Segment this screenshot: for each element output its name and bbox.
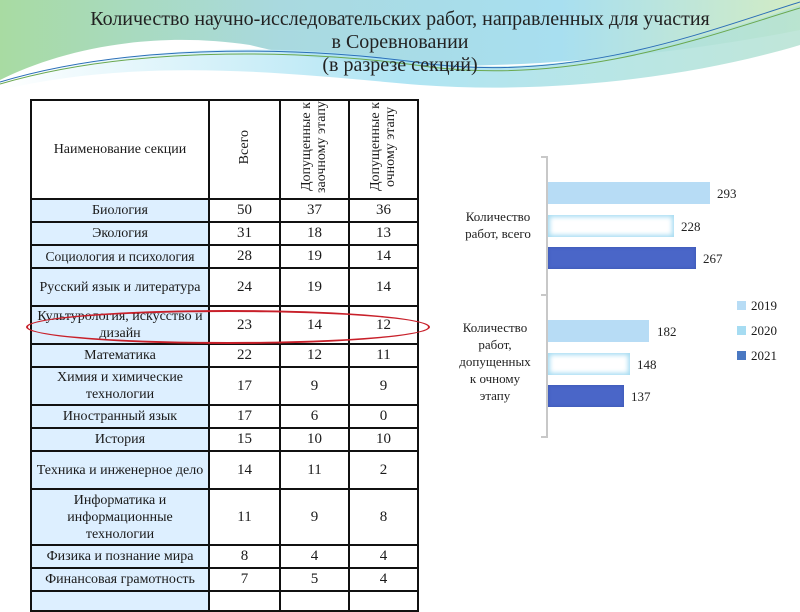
- category-label-line: к очному: [469, 371, 521, 386]
- cell-total: 23: [209, 306, 280, 344]
- cell-section: Экология: [31, 222, 209, 245]
- value-label: 182: [657, 324, 677, 339]
- cell-correspondence: 9: [280, 367, 349, 405]
- legend-item-2021: [737, 343, 777, 368]
- header-inperson: Допущенные к очному этапу: [349, 100, 418, 199]
- table-row: [31, 268, 418, 306]
- table-row: [31, 489, 418, 545]
- cell-section: Информатика и информационные технологии: [31, 489, 209, 545]
- cell-inperson: 0: [349, 405, 418, 428]
- category-label-line: работ,: [478, 337, 512, 352]
- cell-correspondence: 6: [280, 405, 349, 428]
- value-label: 293: [717, 186, 737, 201]
- table-row: [31, 451, 418, 489]
- cell-section: Физика и познание мира: [31, 545, 209, 568]
- category-label-line: работ, всего: [465, 226, 531, 241]
- cell-inperson: 11: [349, 344, 418, 367]
- cell-section: Русский язык и литература: [31, 268, 209, 306]
- cell-correspondence: 10: [280, 428, 349, 451]
- cell-empty: [209, 591, 280, 611]
- cell-inperson: 4: [349, 545, 418, 568]
- bar-inperson-2019: [548, 320, 649, 342]
- cell-section: Биология: [31, 199, 209, 222]
- category-label-line: Количество: [465, 209, 531, 224]
- bar-total-2019: [548, 182, 710, 204]
- cell-correspondence: 4: [280, 545, 349, 568]
- cell-correspondence: 18: [280, 222, 349, 245]
- cell-empty: [280, 591, 349, 611]
- category-label-inperson: [445, 319, 545, 404]
- cell-inperson: 13: [349, 222, 418, 245]
- legend-swatch: [737, 301, 746, 310]
- legend-swatch: [737, 351, 746, 360]
- cell-section: Математика: [31, 344, 209, 367]
- axis-tick: [541, 294, 548, 296]
- value-label: 228: [681, 219, 701, 234]
- legend-label: 2021: [751, 347, 777, 363]
- cell-section: Культурология, искусство и дизайн: [31, 306, 209, 344]
- legend-item-2019: [737, 293, 777, 318]
- table-row: [31, 428, 418, 451]
- slide-title: [40, 8, 760, 77]
- legend-label: 2020: [751, 322, 777, 338]
- table-row: [31, 344, 418, 367]
- cell-inperson: 36: [349, 199, 418, 222]
- category-label-line: Количество: [462, 320, 528, 335]
- cell-total: 8: [209, 545, 280, 568]
- cell-inperson: 14: [349, 245, 418, 268]
- cell-total: 28: [209, 245, 280, 268]
- cell-inperson: 2: [349, 451, 418, 489]
- cell-section: История: [31, 428, 209, 451]
- cell-correspondence: 11: [280, 451, 349, 489]
- cell-inperson: 10: [349, 428, 418, 451]
- cell-correspondence: 19: [280, 268, 349, 306]
- cell-total: 11: [209, 489, 280, 545]
- axis-tick: [541, 436, 548, 438]
- cell-total: 15: [209, 428, 280, 451]
- cell-correspondence: 12: [280, 344, 349, 367]
- category-label-line: допущенных: [459, 354, 531, 369]
- cell-inperson: 4: [349, 568, 418, 591]
- cell-total: 22: [209, 344, 280, 367]
- sections-table-container: [30, 99, 419, 612]
- legend-swatch: [737, 326, 746, 335]
- cell-section: Техника и инженерное дело: [31, 451, 209, 489]
- cell-section: Социология и психология: [31, 245, 209, 268]
- category-label-line: этапу: [479, 388, 511, 403]
- cell-section: Финансовая грамотность: [31, 568, 209, 591]
- bar-inperson-2021: [548, 385, 624, 407]
- cell-total: 50: [209, 199, 280, 222]
- category-label-total: [448, 208, 548, 242]
- cell-total: 24: [209, 268, 280, 306]
- legend-item-2020: [737, 318, 777, 343]
- table-row: [31, 245, 418, 268]
- bar-total-2020: [548, 215, 674, 237]
- table-row-highlighted: [31, 306, 418, 344]
- cell-inperson: 9: [349, 367, 418, 405]
- value-label: 137: [631, 389, 651, 404]
- chart-legend: [737, 293, 777, 368]
- value-label: 148: [637, 357, 657, 372]
- table-row: [31, 568, 418, 591]
- cell-section-empty: [31, 591, 209, 611]
- table-row: [31, 222, 418, 245]
- header-correspondence: Допущенные к заочному этапу: [280, 100, 349, 199]
- cell-section: Химия и химические технологии: [31, 367, 209, 405]
- cell-total: 14: [209, 451, 280, 489]
- cell-correspondence: 5: [280, 568, 349, 591]
- table-row: [31, 545, 418, 568]
- table-row: [31, 405, 418, 428]
- header-section-name: Наименование секции: [31, 100, 209, 199]
- header-total: Всего: [209, 100, 280, 199]
- cell-total: 31: [209, 222, 280, 245]
- title-line-2: в Соревновании: [331, 31, 469, 53]
- table-row: [31, 367, 418, 405]
- cell-total: 7: [209, 568, 280, 591]
- table-row: [31, 199, 418, 222]
- sections-table: [30, 99, 419, 612]
- cell-inperson: 12: [349, 306, 418, 344]
- cell-correspondence: 9: [280, 489, 349, 545]
- title-line-3: (в разрезе секций): [322, 54, 478, 76]
- bar-inperson-2020: [548, 353, 630, 375]
- legend-label: 2019: [751, 297, 777, 313]
- axis-tick: [541, 156, 548, 158]
- cell-inperson: 8: [349, 489, 418, 545]
- cell-correspondence: 37: [280, 199, 349, 222]
- table-header-row: [31, 100, 418, 199]
- bar-total-2021: [548, 247, 696, 269]
- cell-total: 17: [209, 405, 280, 428]
- table-row-cutoff: [31, 591, 418, 611]
- value-label: 267: [703, 251, 723, 266]
- cell-correspondence: 14: [280, 306, 349, 344]
- bar-chart: [440, 150, 800, 450]
- title-line-1: Количество научно-исследовательских работ, направленных для участия: [90, 8, 710, 30]
- cell-correspondence: 19: [280, 245, 349, 268]
- cell-section: Иностранный язык: [31, 405, 209, 428]
- cell-total: 17: [209, 367, 280, 405]
- cell-empty: [349, 591, 418, 611]
- cell-inperson: 14: [349, 268, 418, 306]
